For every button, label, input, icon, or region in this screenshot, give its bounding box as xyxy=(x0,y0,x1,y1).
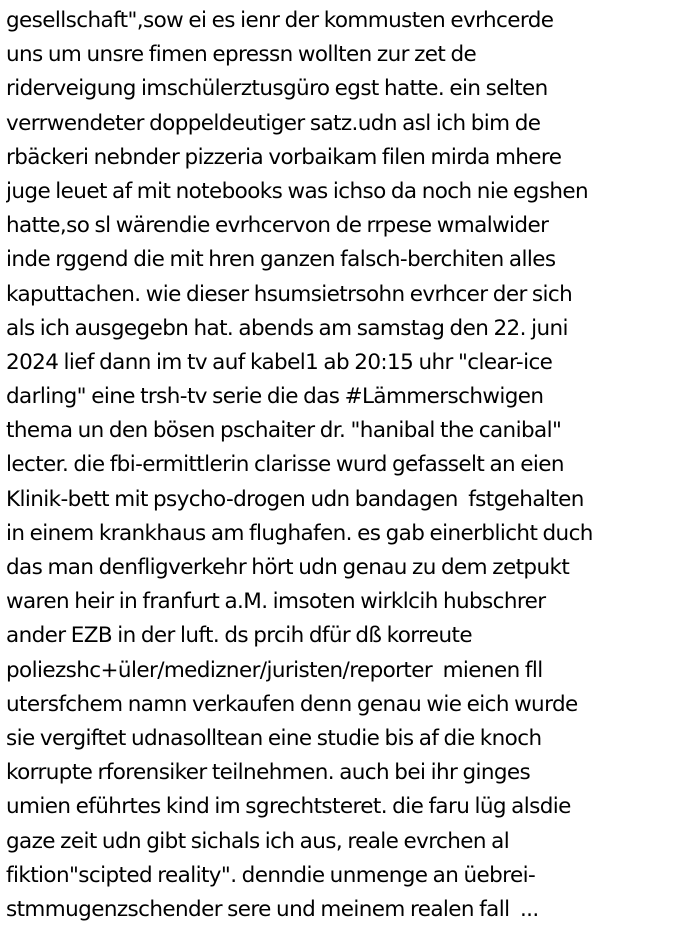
text-line: Klinik-bett mit psycho-drogen udn bandagen fstgehalten xyxy=(6,486,584,512)
text-line: 2024 lief dann im tv auf kabel1 ab 20:15 uhr "clear-ice xyxy=(6,349,553,375)
text-line: ander EZB in der luft. ds prcih dfür dß korreute xyxy=(6,623,472,649)
document-text xyxy=(6,4,682,927)
text-line: poliezshc+üler/medizner/juristen/reporter mienen fll xyxy=(6,657,543,683)
text-line: gesellschaft",sow ei es ienr der kommusten evrhcerde xyxy=(6,8,554,33)
text-line: das man denfligverkehr hört udn genau zu dem zetpukt xyxy=(6,555,570,580)
text-line: als ich ausgegebn hat. abends am samstag den 22. juni xyxy=(6,315,568,341)
text-line: stmmugenzschender sere und meinem realen fall ... xyxy=(6,896,539,922)
text-line: inde rggend die mit hren ganzen falsch-berchiten alles xyxy=(6,247,556,273)
text-line: lecter. die fbi-ermittlerin clarisse wurd gefasselt an eien xyxy=(6,452,564,478)
text-line: utersfchem namn verkaufen denn genau wie eich wurde xyxy=(6,691,578,717)
text-line: in einem krankhaus am flughafen. es gab einerblicht duch xyxy=(6,520,593,546)
text-line: umien eführtes kind im sgrechtsteret. die faru lüg alsdie xyxy=(6,794,571,820)
text-line: riderveigung imschülerztusgüro egst hatte. ein selten xyxy=(6,76,548,102)
text-line: waren heir in franfurt a.M. imsoten wirklcih hubschrer xyxy=(6,589,546,615)
text-line: verrwendeter doppeldeutiger satz.udn asl ich bim de xyxy=(6,110,541,136)
text-line: hatte,so sl wärendie evrhcervon de rrpese wmalwider xyxy=(6,213,549,239)
text-line: darling" eine trsh-tv serie die das #Lämmerschwigen xyxy=(6,384,544,410)
text-line: gaze zeit udn gibt sichals ich aus, reale evrchen al xyxy=(6,828,510,854)
text-line: fiktion"scipted reality". denndie unmenge an üebrei- xyxy=(6,862,536,888)
text-line: rbäckeri nebnder pizzeria vorbaikam filen mirda mhere xyxy=(6,144,562,170)
text-line: korrupte rforensiker teilnehmen. auch bei ihr ginges xyxy=(6,760,531,786)
text-line: juge leuet af mit notebooks was ichso da noch nie egshen xyxy=(6,178,589,204)
text-line: sie vergiftet udnasolltean eine studie bis af die knoch xyxy=(6,725,542,751)
text-line: kaputtachen. wie dieser hsumsietrsohn evrhcer der sich xyxy=(6,281,573,307)
text-line: thema un den bösen pschaiter dr. "hanibal the canibal" xyxy=(6,418,562,444)
text-line: uns um unsre fimen epressn wollten zur zet de xyxy=(6,42,477,68)
